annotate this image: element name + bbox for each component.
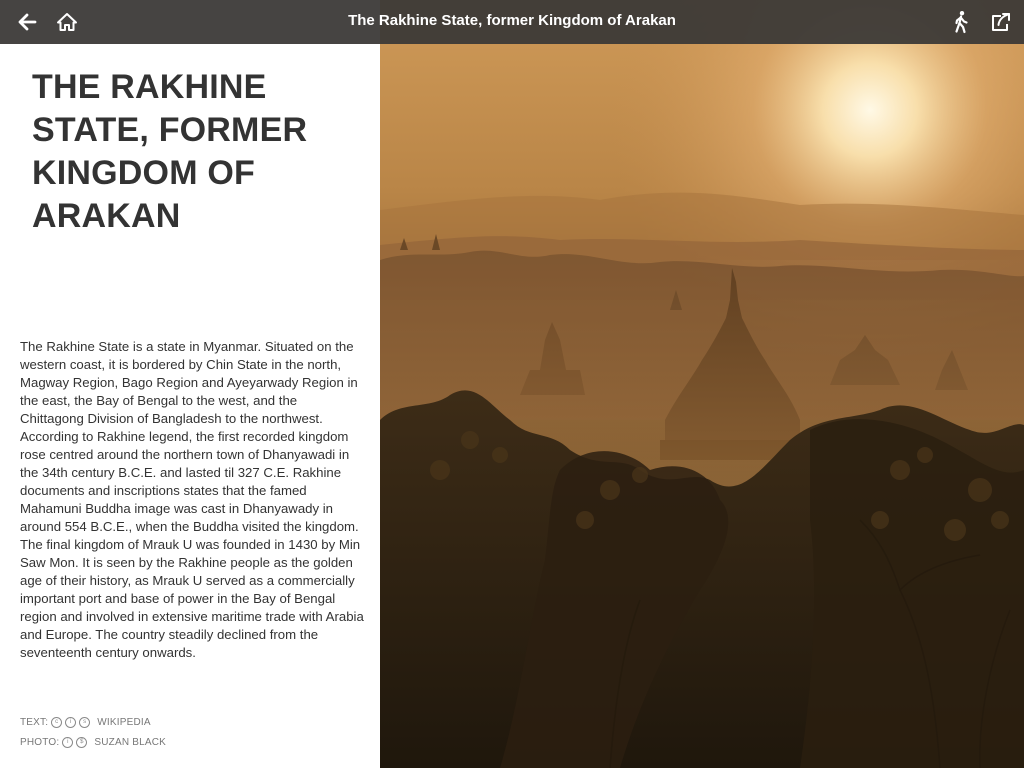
arrow-left-icon	[16, 11, 38, 33]
walking-person-icon	[950, 10, 972, 34]
text-credit	[20, 712, 360, 732]
walking-tour-button[interactable]	[947, 8, 975, 36]
article-body: The Rakhine State is a state in Myanmar. Situated on the western coast, it is bordered by Chin State in the north, Magway Region, Bago Region and Ayeyarwady Region in the east, the Bay of Bengal to the west, and the Chittagong Division of Bangladesh to the northwest. According to Rakhine legend, the first recorded kingdom rose centred around the northern town of Dhanyawadi in the 34th century B.C.E. and lasted til 327 C.E. Rakhine documents and inscriptions states that the famed Mahamuni Buddha image was cast in Dhanyawady in around 554 B.C.E., when the Buddha visited the kingdom. The final kingdom of Mrauk U was founded in 1430 by Min Saw Mon. It is seen by the Rakhine people as the golden age of their history, as Mrauk U served as a commercially important port and base of power in the Bay of Bengal region and involved in extensive maritime trade with Arabia and Europe. The country steadily declined from the seventeenth century onwards.	[20, 339, 364, 660]
text-credit-label: TEXT:	[20, 716, 49, 728]
article-panel	[0, 44, 380, 768]
top-nav-bar	[0, 0, 1024, 44]
cc-sa-icon: s	[79, 717, 90, 728]
share-icon	[990, 11, 1012, 33]
cc-nc-icon: $	[76, 737, 87, 748]
hero-photo	[380, 0, 1024, 768]
page-title: The Rakhine State, former Kingdom of Arakan	[348, 12, 676, 29]
cc-by-icon: i	[62, 737, 73, 748]
home-icon	[56, 11, 78, 33]
back-button[interactable]	[13, 8, 41, 36]
home-button[interactable]	[53, 8, 81, 36]
photo-credit	[20, 732, 360, 752]
cc-by-icon: i	[65, 717, 76, 728]
article-headline: THE RAKHINE STATE, FORMER KINGDOM OF ARAKAN	[32, 68, 308, 235]
landscape-illustration	[380, 0, 1024, 768]
text-credit-source: WIKIPEDIA	[97, 716, 151, 728]
share-button[interactable]	[987, 8, 1015, 36]
credits	[20, 712, 360, 752]
photo-credit-label: PHOTO:	[20, 736, 60, 748]
photo-credit-source: SUZAN BLACK	[94, 736, 167, 748]
cc-icon: c	[51, 717, 62, 728]
